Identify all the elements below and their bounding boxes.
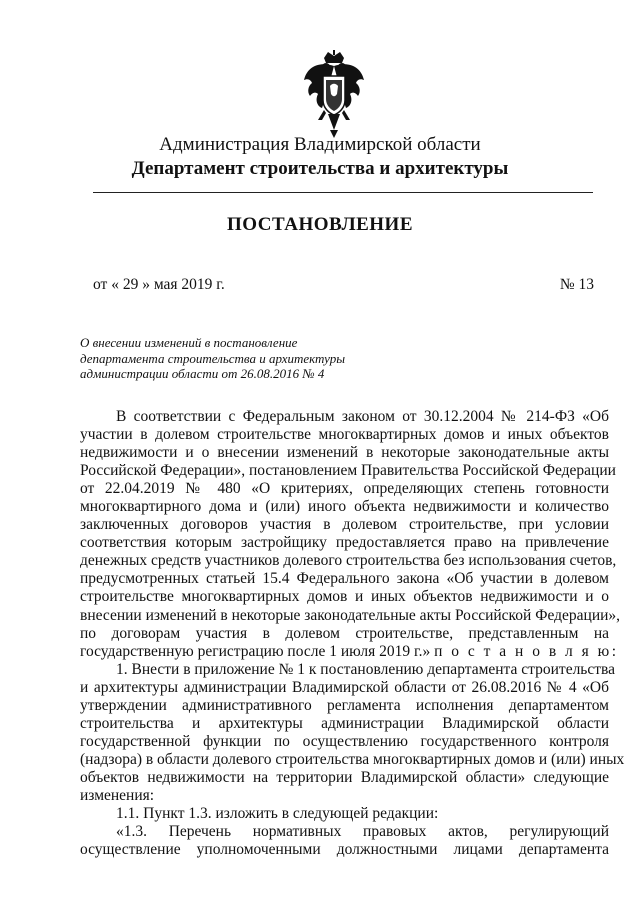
body-line: утверждении административного регламента исполнения департаментом: [80, 696, 609, 714]
document-type: ПОСТАНОВЛЕНИЕ: [226, 214, 414, 235]
vladimir-coat-of-arms-icon: [302, 50, 366, 140]
document-body: [80, 408, 625, 859]
body-line: недвижимости и о внесении изменений в некоторые законодательные акты: [80, 444, 609, 462]
body-line: объектов недвижимости на территории Владимирской области» следующие: [80, 768, 609, 786]
body-line: строительстве многоквартирных домов и иных объектов недвижимости и о: [80, 588, 609, 606]
body-line: государственной функции по осуществлению государственного контроля: [80, 732, 609, 750]
body-line: по договорам участия в долевом строительстве, представленным на: [80, 624, 609, 642]
body-line: предусмотренных статьей 15.4 Федерального закона «Об участии в долевом: [80, 570, 609, 588]
subject-line: департамента строительства и архитектуры: [80, 350, 346, 366]
body-line: соответствия которым застройщику предоставляется право на привлечение: [80, 534, 609, 552]
resolve-word: п о с т а н о в л я ю:: [434, 642, 619, 660]
body-line: «1.3. Перечень нормативных правовых актов, регулирующий: [116, 823, 609, 841]
body-line: от 22.04.2019 № 480 «О критериях, определяющих степень готовности: [80, 480, 609, 498]
body-line: строительства и архитектуры администрации Владимирской области: [80, 714, 609, 732]
subject-line: администрации области от 26.08.2016 № 4: [80, 366, 325, 381]
body-line-resolve: [80, 642, 619, 661]
organization-name: Администрация Владимирской области: [159, 134, 481, 155]
body-line: изменения:: [80, 786, 155, 804]
body-line: В соответствии с Федеральным законом от 30.12.2004 № 214-ФЗ «Об: [116, 408, 609, 425]
body-line-text: государственную регистрацию после 1 июля 2019 г.»: [80, 642, 431, 660]
body-line: Российской Федерации», постановлением Правительства Российской Федерации: [80, 462, 616, 480]
body-line: многоквартирного дома и (или) иного объекта недвижимости и количество: [80, 498, 609, 516]
header-divider: [93, 192, 593, 193]
body-line: заключенных договоров участия в долевом строительстве, при условии: [80, 516, 609, 534]
department-name: Департамент строительства и архитектуры: [131, 158, 509, 179]
body-line: участии в долевом строительстве многоквартирных домов и иных объектов: [80, 426, 609, 444]
body-line: 1. Внести в приложение № 1 к постановлению департамента строительства: [116, 660, 616, 678]
body-line: (надзора) в области долевого строительства многоквартирных домов и (или) иных: [80, 750, 625, 768]
body-line: 1.1. Пункт 1.3. изложить в следующей редакции:: [116, 805, 439, 823]
body-line: денежных средств участников долевого строительства без использования счетов,: [80, 552, 617, 570]
body-line: внесении изменений в некоторые законодательные акты Российской Федерации»,: [80, 606, 621, 624]
body-line: осуществление уполномоченными должностными лицами департамента: [80, 841, 609, 859]
document-number: № 13: [559, 276, 594, 293]
document-subject: [80, 335, 380, 382]
body-line: и архитектуры администрации Владимирской области от 26.08.2016 № 4 «Об: [80, 678, 609, 696]
subject-line: О внесении изменений в постановление: [80, 335, 298, 350]
document-date: от « 29 » мая 2019 г.: [93, 276, 225, 293]
